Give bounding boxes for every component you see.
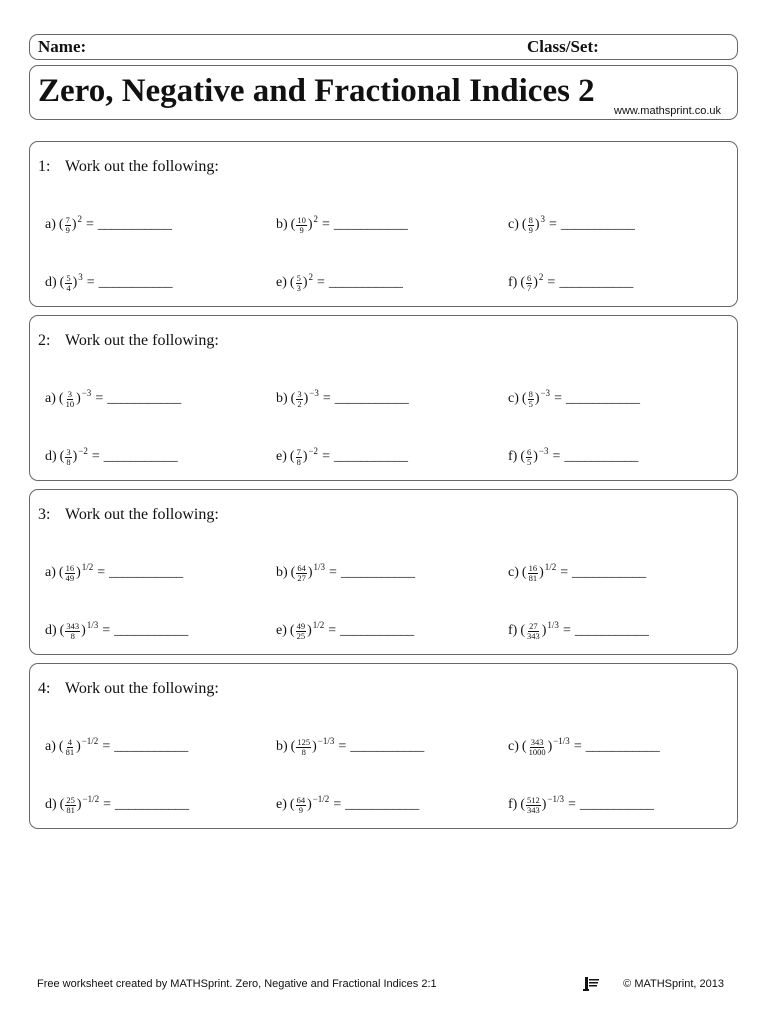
equals-sign: = [102, 623, 111, 638]
part-label: b) [276, 217, 288, 232]
equals-sign: = [102, 739, 111, 754]
fraction [296, 738, 311, 757]
exponent: −3 [540, 388, 551, 398]
answer-blank[interactable]: ___________ [565, 391, 640, 406]
part-label: e) [276, 449, 287, 464]
equals-sign: = [328, 623, 337, 638]
denominator: 1000 [528, 746, 546, 757]
equals-sign: = [322, 449, 330, 464]
close-paren: ) [541, 797, 547, 812]
title-box [29, 65, 738, 120]
open-paren: ( [58, 565, 64, 580]
question-2-part-3 [508, 386, 640, 412]
equals-sign: = [329, 565, 337, 580]
open-paren: ( [290, 739, 296, 754]
equals-sign: = [568, 797, 576, 812]
close-paren: ) [533, 449, 538, 464]
open-paren: ( [289, 449, 295, 464]
part-label: d) [45, 449, 57, 464]
exponent: −3 [309, 388, 319, 398]
exponent: −3 [81, 388, 92, 398]
question-2-box [29, 315, 738, 481]
exponent: −1/3 [553, 736, 570, 746]
question-4-part-1 [45, 734, 188, 760]
exponent: 3 [78, 272, 83, 282]
open-paren: ( [521, 565, 527, 580]
open-paren: ( [59, 275, 65, 290]
open-paren: ( [59, 623, 65, 638]
question-1-heading [38, 158, 219, 176]
exponent: 1/3 [547, 620, 559, 630]
numerator: 3 [297, 388, 302, 399]
question-1-part-1 [45, 212, 172, 238]
exponent: −3 [538, 446, 549, 456]
close-paren: ) [72, 449, 78, 464]
denominator: 9 [298, 804, 303, 815]
numerator: 8 [528, 388, 533, 399]
denominator: 5 [527, 456, 532, 467]
question-1-part-5 [276, 270, 403, 296]
denominator: 9 [299, 224, 304, 235]
denominator: 81 [65, 746, 75, 757]
fraction [296, 274, 302, 293]
denominator: 4 [66, 282, 71, 293]
close-paren: ) [302, 449, 308, 464]
answer-blank[interactable]: ___________ [560, 217, 635, 232]
part-label: f) [508, 449, 518, 464]
fraction [296, 796, 307, 815]
question-3-part-3 [508, 560, 646, 586]
footer-copyright: © MATHSprint, 2013 [623, 978, 724, 990]
open-paren: ( [520, 275, 525, 290]
close-paren: ) [307, 623, 312, 638]
question-prompt: Work out the following: [65, 506, 219, 523]
close-paren: ) [534, 391, 540, 406]
exponent: 1/2 [312, 620, 325, 630]
close-paren: ) [307, 217, 313, 232]
equals-sign: = [573, 739, 582, 754]
question-1-part-3 [508, 212, 635, 238]
equals-sign: = [547, 275, 556, 290]
fraction [296, 216, 307, 235]
open-paren: ( [520, 449, 525, 464]
website-url: www.mathsprint.co.uk [614, 105, 721, 117]
question-prompt: Work out the following: [65, 332, 219, 349]
close-paren: ) [76, 391, 81, 406]
open-paren: ( [59, 797, 65, 812]
close-paren: ) [547, 739, 553, 754]
numerator: 27 [529, 620, 538, 631]
question-4-box [29, 663, 738, 829]
open-paren: ( [289, 275, 295, 290]
part-label: a) [45, 391, 56, 406]
exponent: −1/3 [317, 736, 335, 746]
question-number: 1: [38, 158, 51, 175]
part-label: d) [45, 623, 57, 638]
exponent: −1/2 [312, 794, 330, 804]
close-paren: ) [81, 623, 86, 638]
part-label: b) [276, 739, 288, 754]
fraction [65, 738, 76, 757]
open-paren: ( [58, 217, 64, 232]
close-paren: ) [76, 565, 81, 580]
numerator: 8 [528, 214, 533, 225]
fraction [296, 448, 302, 467]
question-number: 3: [38, 506, 51, 523]
denominator: 7 [527, 282, 532, 293]
question-number: 2: [38, 332, 51, 349]
numerator: 343 [530, 736, 544, 747]
answer-blank[interactable]: ___________ [115, 797, 189, 812]
question-4-part-6 [508, 792, 654, 818]
worksheet-title: Zero, Negative and Fractional Indices 2 [38, 73, 595, 109]
equals-sign: = [333, 797, 342, 812]
open-paren: ( [521, 739, 527, 754]
numerator: 49 [296, 620, 306, 631]
exponent: 2 [77, 214, 82, 224]
open-paren: ( [521, 217, 527, 232]
numerator: 512 [527, 794, 540, 805]
exponent: −2 [308, 446, 319, 456]
exponent: 3 [540, 214, 545, 224]
equals-sign: = [97, 565, 106, 580]
question-3-heading [38, 506, 219, 524]
exponent: 2 [538, 272, 544, 282]
exponent: 1/3 [86, 620, 99, 630]
question-prompt: Work out the following: [65, 680, 219, 697]
denominator: 2 [297, 398, 302, 409]
equals-sign: = [322, 391, 331, 406]
denominator: 8 [66, 456, 71, 467]
question-2-part-2 [276, 386, 408, 412]
question-prompt: Work out the following: [65, 158, 219, 175]
part-label: f) [508, 275, 518, 290]
open-paren: ( [289, 623, 295, 638]
numerator: 6 [527, 272, 532, 283]
question-2-part-5 [276, 444, 408, 470]
question-2-part-6 [508, 444, 638, 470]
numerator: 343 [66, 620, 80, 631]
fraction [528, 564, 539, 583]
answer-blank[interactable]: ___________ [559, 275, 634, 290]
equals-sign: = [338, 739, 347, 754]
equals-sign: = [316, 275, 325, 290]
exponent: −1/3 [547, 794, 564, 804]
close-paren: ) [76, 797, 82, 812]
numerator: 64 [296, 794, 306, 805]
close-paren: ) [303, 391, 309, 406]
question-4-part-3 [508, 734, 659, 760]
denominator: 9 [528, 224, 533, 235]
part-label: e) [276, 797, 287, 812]
part-label: c) [508, 565, 519, 580]
open-paren: ( [58, 739, 64, 754]
answer-blank[interactable]: ___________ [340, 623, 414, 638]
close-paren: ) [307, 565, 313, 580]
question-3-part-6 [508, 618, 649, 644]
fraction [296, 564, 307, 583]
close-paren: ) [76, 739, 81, 754]
question-2-heading [38, 332, 219, 350]
question-4-part-4 [45, 792, 189, 818]
answer-blank[interactable]: ___________ [333, 449, 408, 464]
exponent: 2 [308, 272, 313, 282]
exponent: −1/2 [82, 794, 100, 804]
part-label: b) [276, 391, 288, 406]
fraction [526, 796, 541, 815]
numerator: 7 [296, 446, 301, 457]
numerator: 64 [297, 562, 306, 573]
part-label: d) [45, 797, 57, 812]
question-2-part-1 [45, 386, 181, 412]
part-label: b) [276, 565, 288, 580]
equals-sign: = [554, 391, 562, 406]
answer-blank[interactable]: ___________ [572, 565, 646, 580]
open-paren: ( [290, 391, 296, 406]
close-paren: ) [302, 275, 308, 290]
answer-blank[interactable]: ___________ [334, 391, 409, 406]
part-label: d) [45, 275, 57, 290]
fraction [528, 216, 534, 235]
question-4-heading [38, 680, 219, 698]
footer-credit: Free worksheet created by MATHSprint. Zero, Negative and Fractional Indices 2:1 [37, 978, 437, 990]
denominator: 9 [65, 224, 70, 235]
fraction [528, 738, 547, 757]
question-2-part-4 [45, 444, 177, 470]
exponent: −2 [78, 446, 88, 456]
fraction [65, 216, 71, 235]
denominator: 343 [527, 630, 540, 641]
denominator: 10 [65, 398, 75, 409]
fraction [65, 564, 76, 583]
footer [0, 975, 768, 995]
denominator: 25 [296, 630, 306, 641]
class-set-label: Class/Set: [527, 37, 599, 56]
question-3-box [29, 489, 738, 655]
equals-sign: = [86, 275, 95, 290]
equals-sign: = [85, 217, 94, 232]
part-label: a) [45, 739, 56, 754]
answer-blank[interactable]: ___________ [345, 797, 419, 812]
equals-sign: = [548, 217, 557, 232]
answer-blank[interactable]: ___________ [340, 565, 415, 580]
part-label: c) [508, 391, 519, 406]
fraction [65, 448, 71, 467]
part-label: a) [45, 217, 56, 232]
answer-blank[interactable]: ___________ [114, 623, 188, 638]
open-paren: ( [520, 797, 525, 812]
part-label: f) [508, 797, 518, 812]
answer-blank[interactable]: ___________ [109, 565, 183, 580]
numerator: 7 [65, 214, 70, 225]
open-paren: ( [289, 797, 295, 812]
close-paren: ) [312, 739, 317, 754]
numerator: 4 [67, 736, 72, 747]
question-number: 4: [38, 680, 51, 697]
equals-sign: = [103, 797, 111, 812]
question-3-part-4 [45, 618, 188, 644]
part-label: a) [45, 565, 56, 580]
question-1-part-6 [508, 270, 633, 296]
equals-sign: = [91, 449, 100, 464]
numerator: 3 [67, 388, 72, 399]
fraction [528, 390, 534, 409]
part-label: e) [276, 275, 287, 290]
question-1-part-4 [45, 270, 172, 296]
answer-blank[interactable]: ___________ [350, 739, 424, 754]
part-label: c) [508, 217, 519, 232]
answer-blank[interactable]: ___________ [98, 275, 173, 290]
equals-sign: = [95, 391, 104, 406]
open-paren: ( [520, 623, 525, 638]
equals-sign: = [552, 449, 561, 464]
question-4-part-2 [276, 734, 424, 760]
denominator: 81 [66, 804, 75, 815]
question-1-part-2 [276, 212, 408, 238]
equals-sign: = [322, 217, 330, 232]
numerator: 5 [296, 272, 301, 283]
answer-blank[interactable]: ___________ [564, 449, 639, 464]
answer-blank[interactable]: ___________ [107, 391, 181, 406]
denominator: 8 [301, 746, 306, 757]
fraction [526, 622, 541, 641]
fraction [65, 274, 71, 293]
denominator: 343 [527, 804, 540, 815]
exponent: 1/3 [313, 562, 326, 572]
fraction [296, 390, 302, 409]
fraction [65, 622, 80, 641]
denominator: 5 [528, 398, 533, 409]
mathsprint-logo-icon [582, 975, 600, 996]
fraction [296, 622, 307, 641]
close-paren: ) [541, 623, 547, 638]
numerator: 6 [527, 446, 532, 457]
close-paren: ) [72, 275, 78, 290]
fraction [526, 448, 532, 467]
answer-blank[interactable]: ___________ [333, 217, 408, 232]
answer-blank[interactable]: ___________ [574, 623, 649, 638]
open-paren: ( [290, 565, 296, 580]
exponent: −1/2 [81, 736, 99, 746]
close-paren: ) [539, 565, 544, 580]
close-paren: ) [533, 275, 538, 290]
denominator: 8 [70, 630, 75, 641]
exponent: 1/2 [544, 562, 557, 572]
question-4-part-5 [276, 792, 419, 818]
numerator: 16 [65, 562, 75, 573]
numerator: 125 [297, 736, 311, 747]
fraction [65, 390, 76, 409]
equals-sign: = [562, 623, 571, 638]
numerator: 3 [66, 446, 71, 457]
exponent: 2 [313, 214, 319, 224]
open-paren: ( [290, 217, 296, 232]
numerator: 25 [66, 794, 75, 805]
part-label: e) [276, 623, 287, 638]
denominator: 49 [65, 572, 75, 583]
question-3-part-2 [276, 560, 415, 586]
answer-blank[interactable]: ___________ [579, 797, 654, 812]
fraction [65, 796, 76, 815]
close-paren: ) [534, 217, 540, 232]
part-label: f) [508, 623, 518, 638]
denominator: 81 [528, 572, 538, 583]
answer-blank[interactable]: ___________ [114, 739, 188, 754]
denominator: 27 [297, 572, 306, 583]
numerator: 10 [297, 214, 306, 225]
close-paren: ) [307, 797, 312, 812]
answer-blank[interactable]: ___________ [328, 275, 403, 290]
open-paren: ( [59, 449, 65, 464]
open-paren: ( [58, 391, 64, 406]
denominator: 8 [296, 456, 301, 467]
exponent: 1/2 [81, 562, 94, 572]
denominator: 3 [296, 282, 301, 293]
part-label: c) [508, 739, 519, 754]
name-class-header [29, 34, 738, 60]
question-3-part-5 [276, 618, 414, 644]
fraction [526, 274, 532, 293]
question-1-box [29, 141, 738, 307]
answer-blank[interactable]: ___________ [97, 217, 172, 232]
answer-blank[interactable]: ___________ [585, 739, 660, 754]
question-3-part-1 [45, 560, 183, 586]
open-paren: ( [521, 391, 527, 406]
numerator: 16 [528, 562, 538, 573]
numerator: 5 [66, 272, 71, 283]
answer-blank[interactable]: ___________ [103, 449, 178, 464]
name-label: Name: [38, 37, 87, 56]
equals-sign: = [560, 565, 569, 580]
close-paren: ) [71, 217, 77, 232]
